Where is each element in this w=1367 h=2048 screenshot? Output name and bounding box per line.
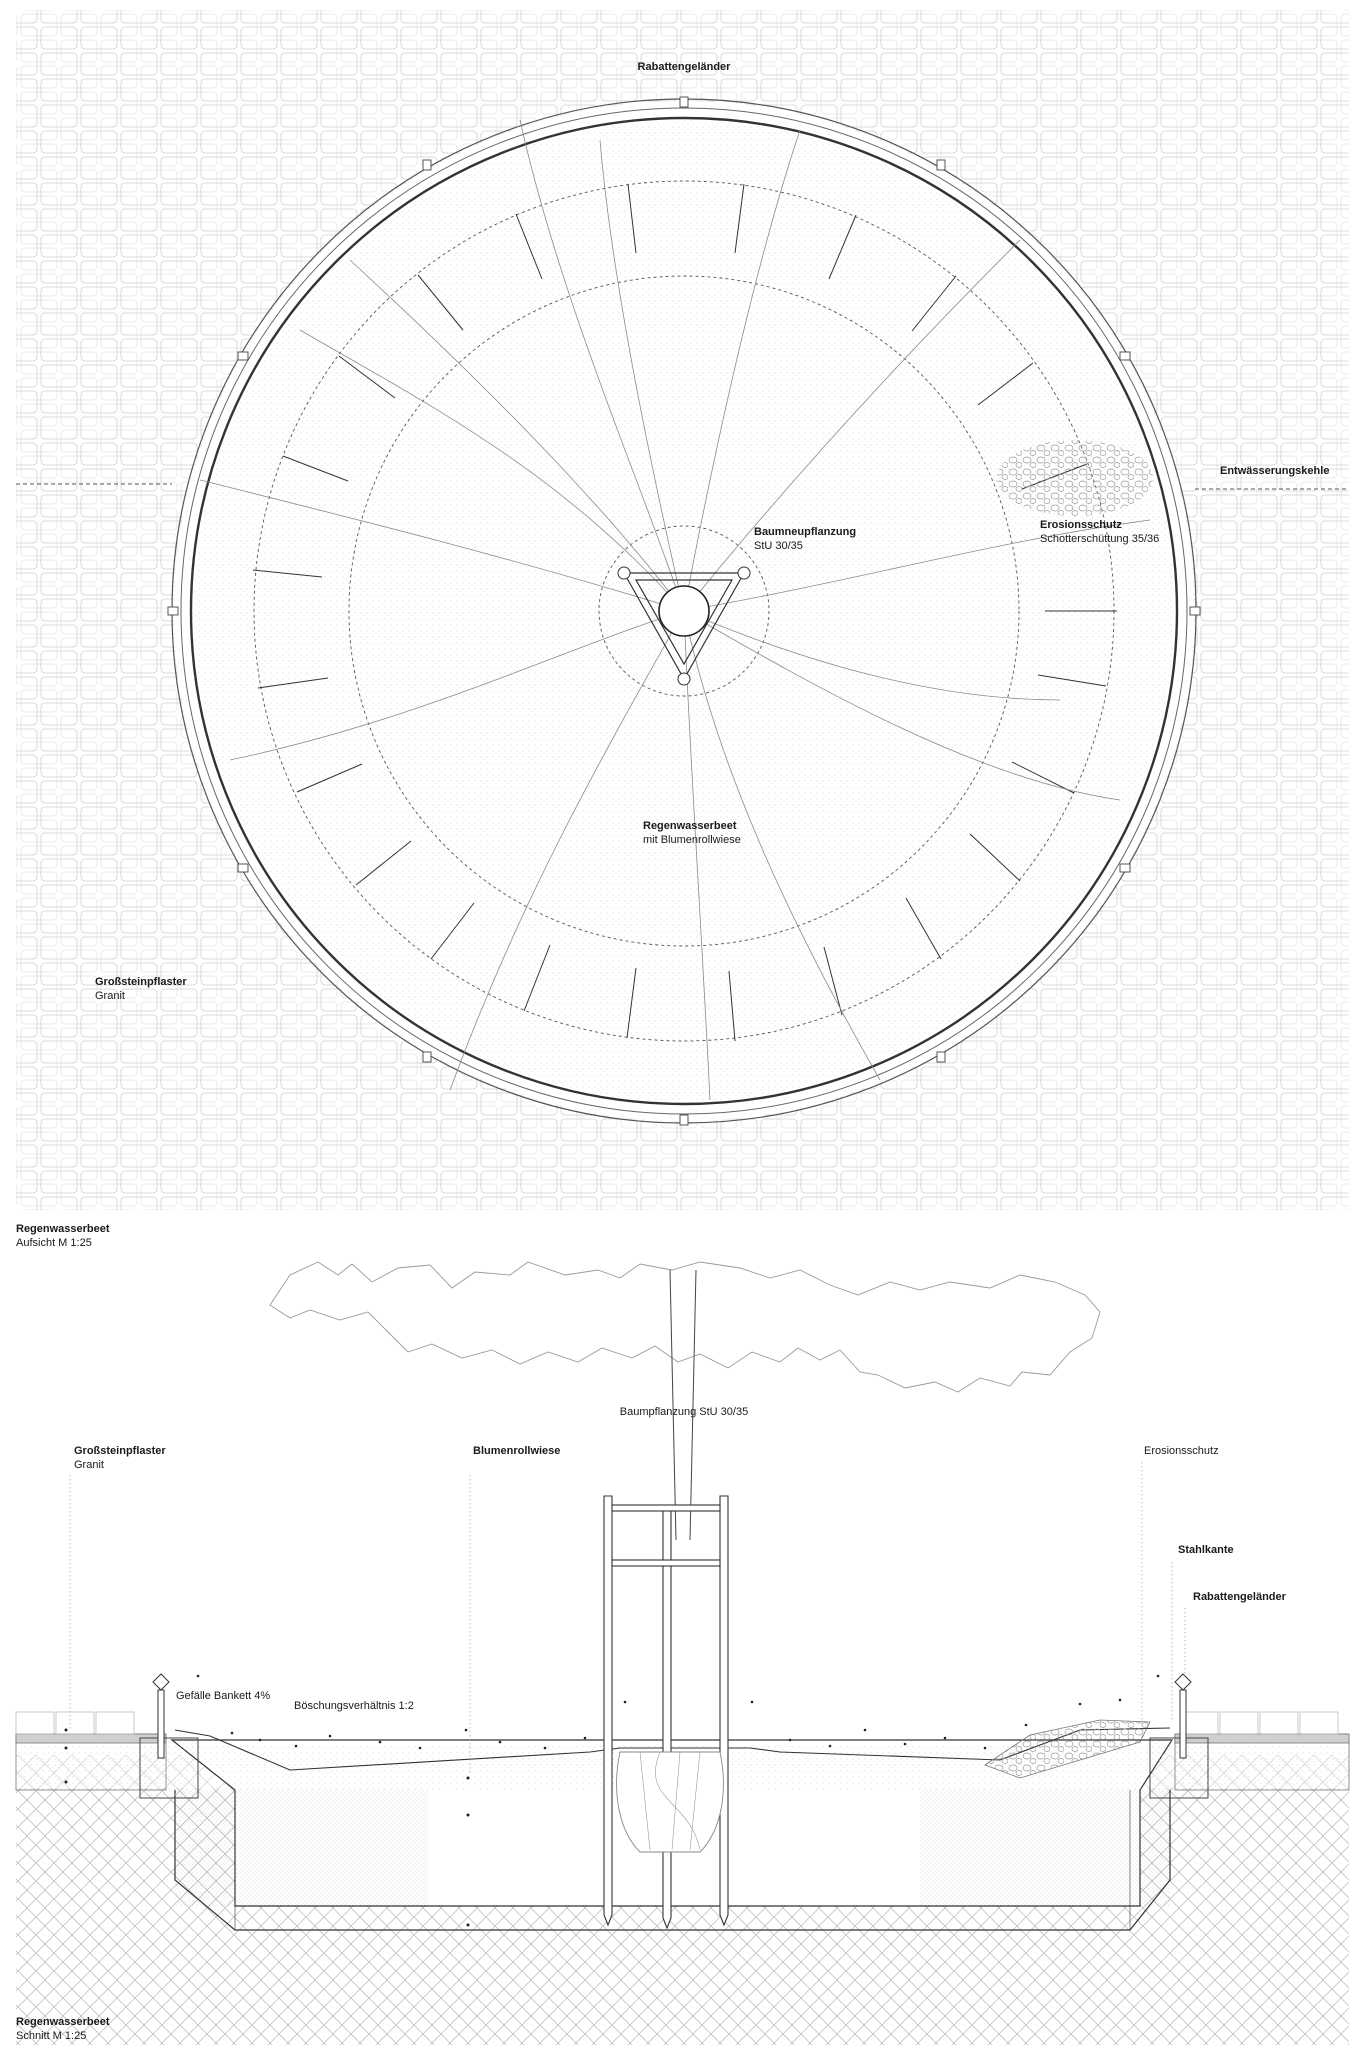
stake-post-2	[738, 567, 750, 579]
plan-erosion-label	[1040, 518, 1159, 546]
plan-caption-title: Regenwasserbeet	[16, 1223, 110, 1235]
section-tree-label: Baumpflanzung StU 30/35	[619, 1406, 749, 1418]
plan-paving-label	[95, 975, 187, 1003]
plan-view	[16, 10, 1349, 1210]
plan-railing-label: Rabattengeländer	[637, 61, 731, 73]
plan-bed-sub: mit Blumenrollwiese	[643, 834, 741, 846]
plan-caption	[16, 1222, 110, 1250]
section-caption-title: Regenwasserbeet	[16, 2016, 110, 2028]
plan-caption-sub: Aufsicht M 1:25	[16, 1237, 92, 1249]
plan-drain-label: Entwässerungskehle	[1220, 465, 1330, 477]
plan-erosion-sub: Schotterschüttung 35/36	[1040, 533, 1160, 545]
plan-bed-title: Regenwasserbeet	[643, 820, 737, 832]
section-view	[16, 1262, 1349, 2045]
tree-crown-outline	[270, 1262, 1100, 1392]
root-ball	[617, 1752, 724, 1852]
plan-tree-title: Baumneupflanzung	[754, 526, 857, 538]
plan-bed-label	[643, 819, 741, 847]
section-embankment-label: Böschungsverhältnis 1:2	[294, 1700, 414, 1712]
section-steel-edge-label: Stahlkante	[1178, 1544, 1234, 1556]
curb-right	[1150, 1738, 1208, 1798]
plan-paving-title: Großsteinpflaster	[95, 976, 187, 988]
section-slope-label: Gefälle Bankett 4%	[176, 1690, 271, 1702]
plan-tree-sub: StU 30/35	[754, 540, 803, 552]
section-paving-sub: Granit	[74, 1459, 104, 1471]
section-caption-sub: Schnitt M 1:25	[16, 2030, 87, 2042]
section-paving-title: Großsteinpflaster	[74, 1445, 166, 1457]
stake-post-1	[618, 567, 630, 579]
section-erosion-label: Erosionsschutz	[1144, 1445, 1219, 1457]
section-railing-label: Rabattengeländer	[1193, 1591, 1286, 1603]
plan-erosion-title: Erosionsschutz	[1040, 519, 1122, 531]
section-paving-label	[74, 1444, 166, 1472]
section-caption	[16, 2015, 110, 2043]
erosion-gravel-patch	[997, 440, 1153, 516]
stake-post-3	[678, 673, 690, 685]
plan-tree-label	[754, 525, 856, 553]
plan-paving-sub: Granit	[95, 990, 125, 1002]
curb-left	[140, 1738, 198, 1798]
section-meadow-label: Blumenrollwiese	[473, 1445, 561, 1457]
tree-trunk	[659, 586, 709, 636]
